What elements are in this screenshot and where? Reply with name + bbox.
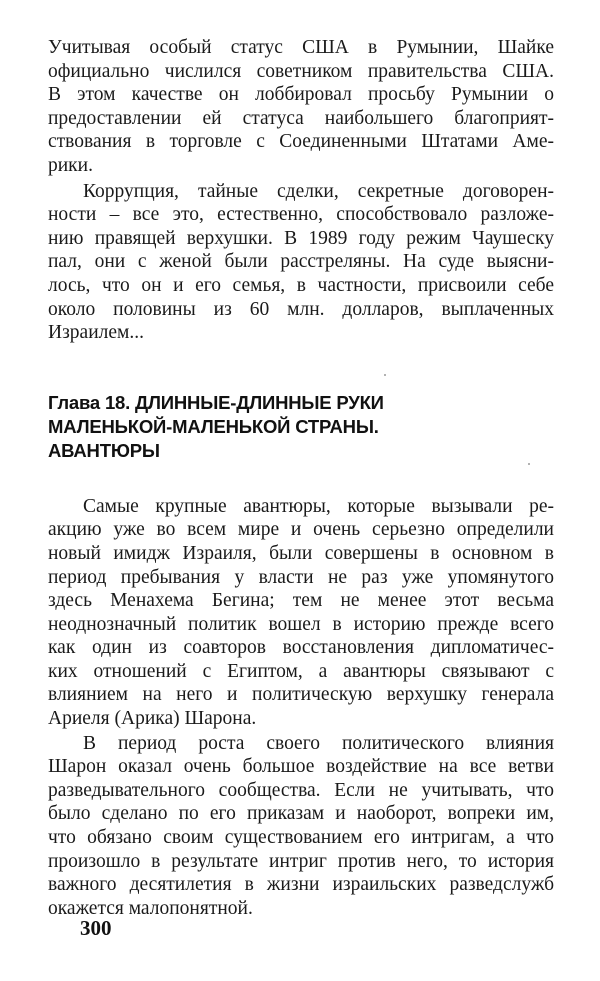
text-line: Ариеля (Арика) Шарона. <box>48 708 257 730</box>
text-line: В период роста своего политического влияния <box>83 732 554 754</box>
text-line: неоднозначный политик вошел в историю прежде всего <box>48 613 554 635</box>
text-line: предоставлении ей статуса наибольшего благоприят- <box>48 107 554 129</box>
text-line: Коррупция, тайные сделки, секретные договорен- <box>83 180 554 202</box>
book-page <box>48 36 554 920</box>
text-line: пал, они с женой были расстреляны. На суде выясни- <box>48 251 554 273</box>
page-number: 300 <box>80 916 112 940</box>
scan-speck <box>528 463 530 465</box>
chapter-heading-line: Глава 18. ДЛИННЫЕ-ДЛИННЫЕ РУКИ <box>48 391 384 413</box>
paragraph-adventures <box>48 495 554 731</box>
text-line: здесь Менахема Бегина; тем не менее этот весьма <box>48 590 554 612</box>
text-line: новый имидж Израиля, были совершены в основном в <box>48 542 554 564</box>
text-line: важного десятилетия в жизни израильских разведслужб <box>48 874 554 896</box>
text-line: Учитывая особый статус США в Румынии, Шайке <box>48 37 554 58</box>
text-line: разведывательного сообщества. Если не учитывать, что <box>48 779 554 801</box>
text-line: как один из соавторов восстановления дипломатичес- <box>48 637 554 659</box>
chapter-heading-line: АВАНТЮРЫ <box>48 439 160 461</box>
text-line: около половины из 60 млн. долларов, выплаченных <box>48 298 554 320</box>
text-line: Самые крупные авантюры, которые вызывали ре- <box>83 495 554 517</box>
text-line: окажется малопонятной. <box>48 897 253 919</box>
text-line: официально числился советником правительства США. <box>48 60 554 82</box>
text-line: ких отношений с Египтом, а авантюры связывают с <box>48 660 554 682</box>
text-line: ности – все это, естественно, способствовало разложе- <box>48 204 554 226</box>
scan-speck <box>384 374 386 376</box>
paragraph-usa-romania <box>48 36 554 178</box>
text-line: период пребывания у власти не раз уже упомянутого <box>48 566 554 588</box>
text-line: нию правящей верхушки. В 1989 году режим Чаушеску <box>48 227 554 249</box>
text-line: акцию уже во всем мире и очень серьезно определили <box>48 519 554 541</box>
text-line: рики. <box>48 154 93 176</box>
chapter-heading-line: МАЛЕНЬКОЙ-МАЛЕНЬКОЙ СТРАНЫ. <box>48 415 379 437</box>
text-line: что обязано своим существованием его интригам, а что <box>48 827 554 849</box>
text-line: было сделано по его приказам и наоборот, вопреки им, <box>48 803 554 825</box>
paragraph-corruption <box>48 180 554 345</box>
text-line: влиянием на него и политическую верхушку генерала <box>48 684 554 706</box>
chapter-heading <box>48 391 554 463</box>
text-line: В этом качестве он лоббировал просьбу Румынии о <box>48 84 554 106</box>
text-line: Израилем... <box>48 322 144 344</box>
text-line: произошло в результате интриг против него, то история <box>48 850 554 872</box>
text-line: лось, что он и его семья, в частности, присвоили себе <box>48 274 554 296</box>
text-line: Шарон оказал очень большое воздействие на все ветви <box>48 756 554 778</box>
text-line: ствования в торговле с Соединенными Штатами Аме- <box>48 131 554 153</box>
paragraph-sharon <box>48 732 554 921</box>
